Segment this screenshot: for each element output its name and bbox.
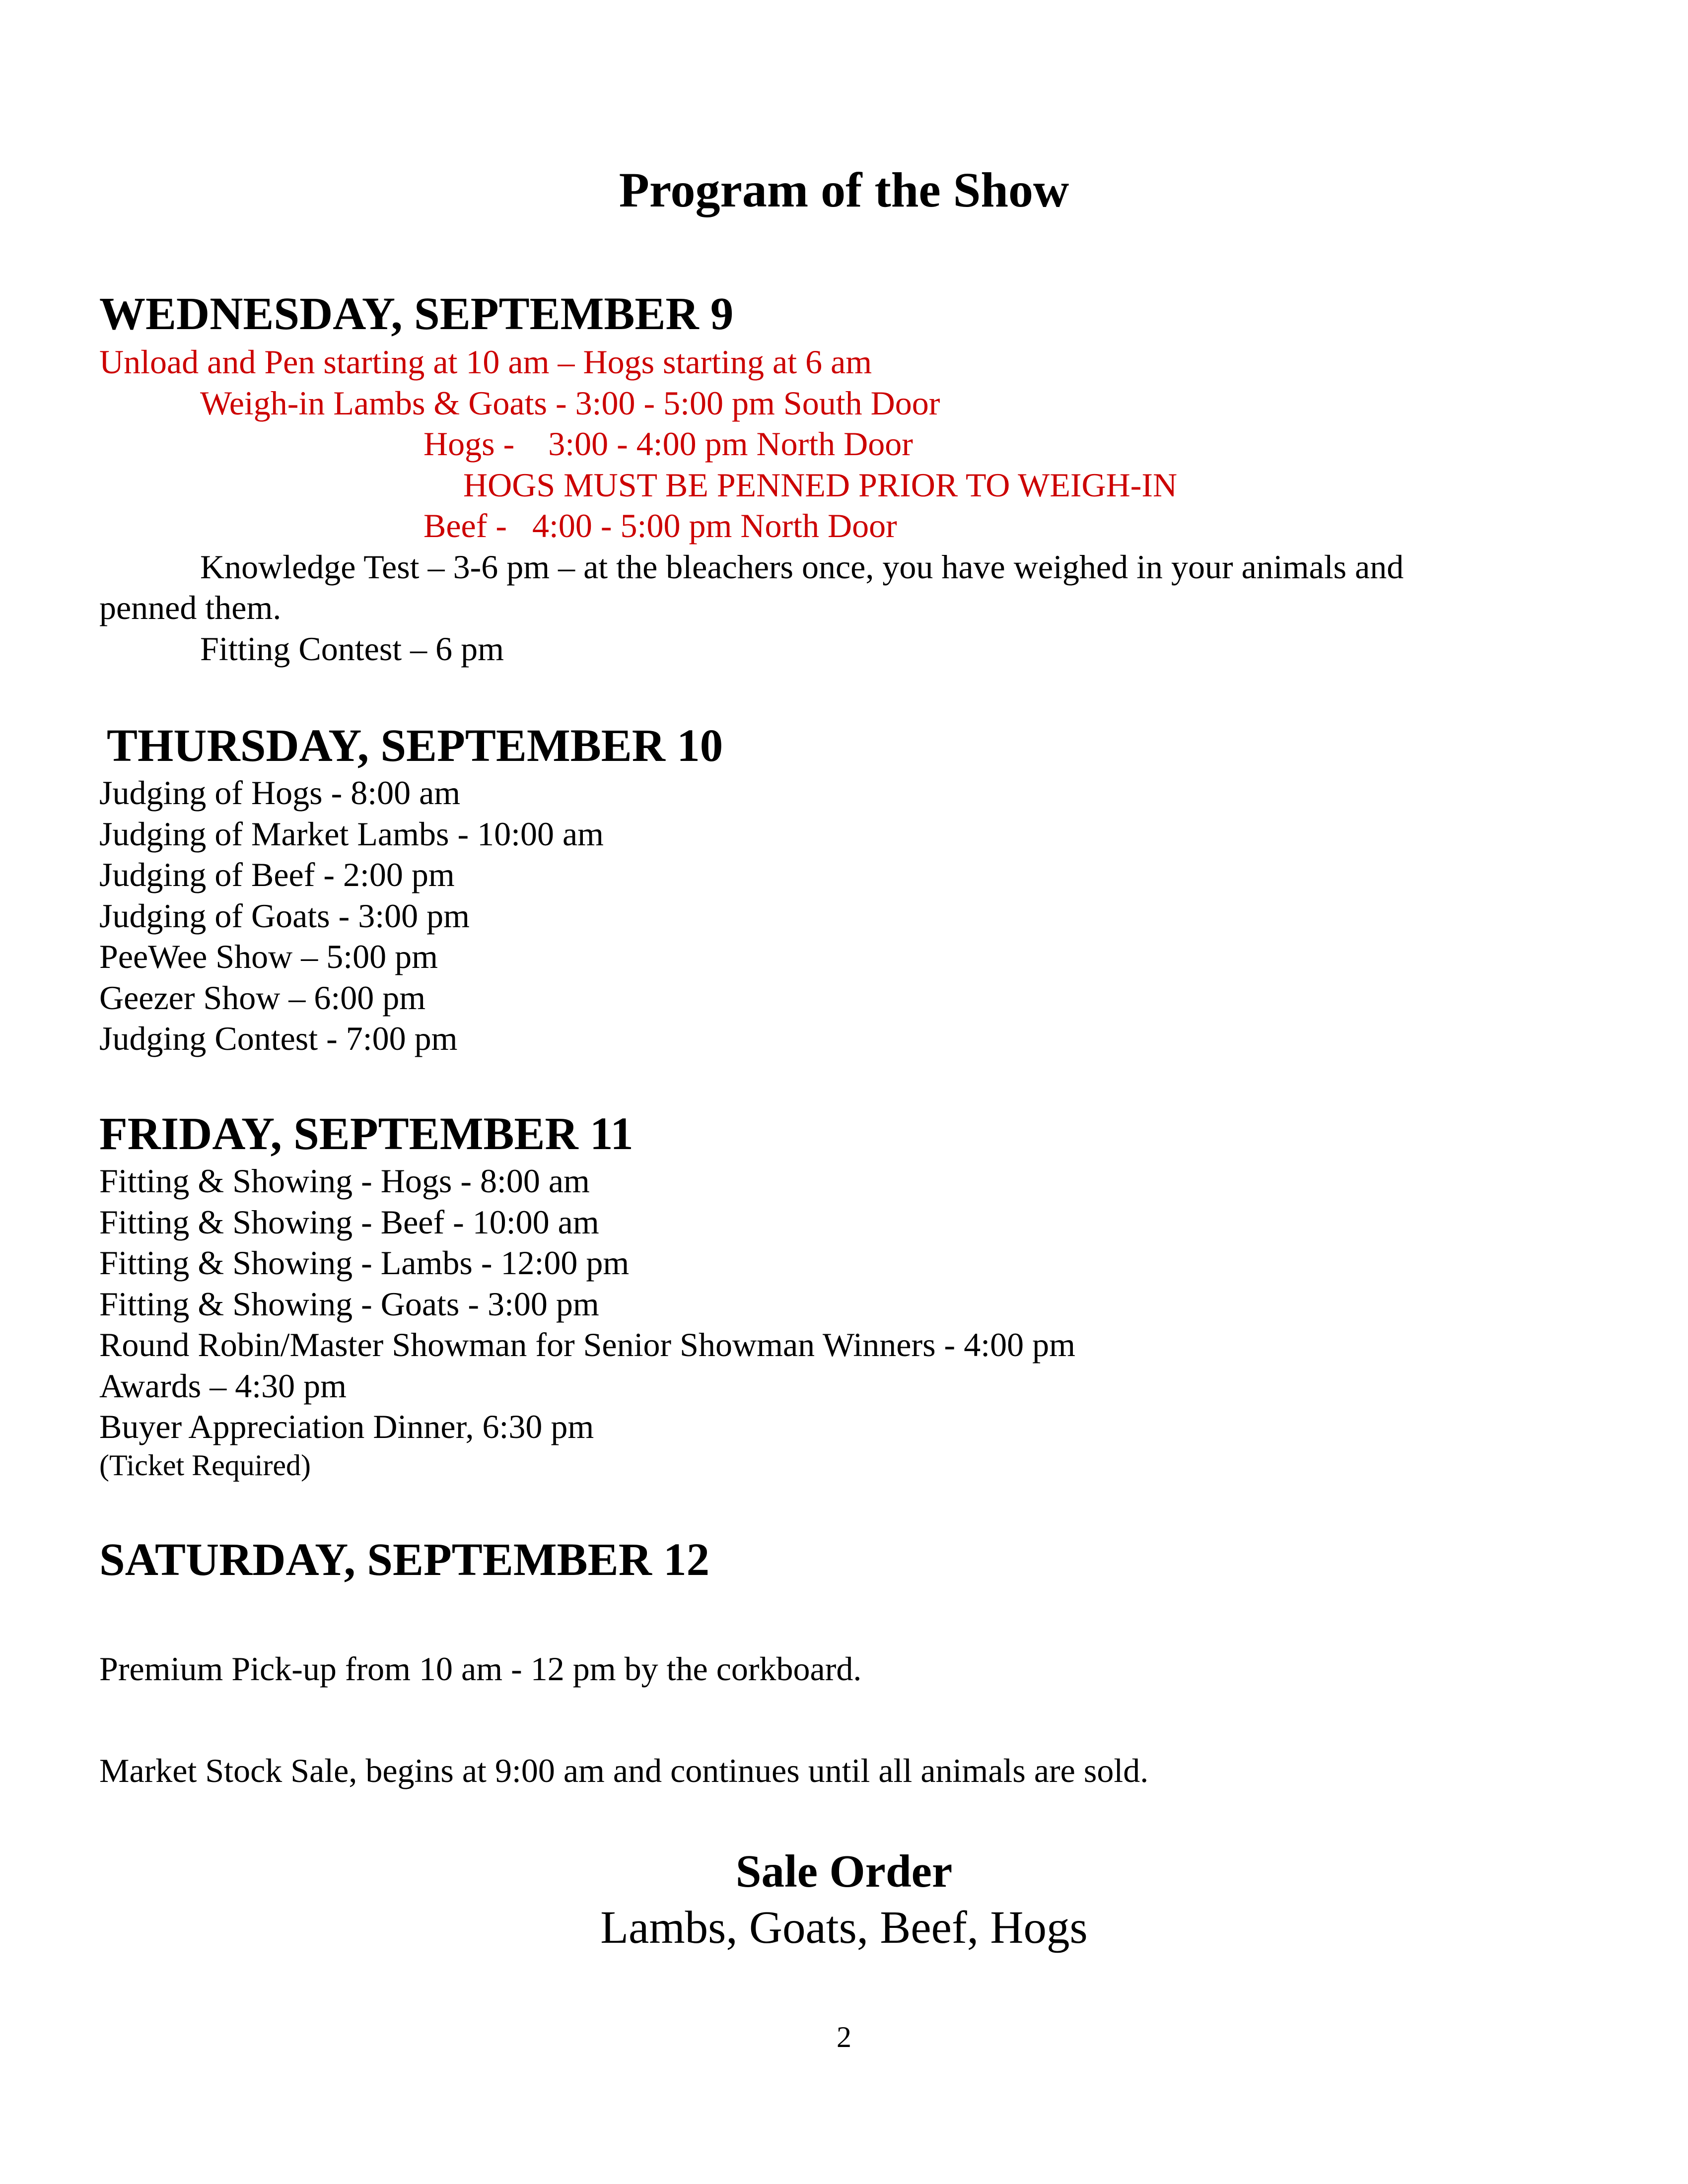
page-title: Program of the Show <box>619 162 1069 217</box>
list-item: Geezer Show – 6:00 pm <box>99 979 426 1017</box>
list-item: Fitting & Showing - Beef - 10:00 am <box>99 1203 599 1241</box>
sale-order-list: Lambs, Goats, Beef, Hogs <box>600 1902 1088 1953</box>
list-item: Judging of Hogs - 8:00 am <box>99 774 461 812</box>
list-item: Fitting & Showing - Goats - 3:00 pm <box>99 1285 599 1323</box>
wednesday-beef-line: Beef - 4:00 - 5:00 pm North Door <box>423 507 897 545</box>
wednesday-knowledge-line-1: Knowledge Test – 3-6 pm – at the bleachers once, you have weighed in your animals and <box>200 548 1404 586</box>
wednesday-hogs-note: HOGS MUST BE PENNED PRIOR TO WEIGH-IN <box>463 466 1178 504</box>
wednesday-weigh-lambs-line: Weigh-in Lambs & Goats - 3:00 - 5:00 pm South Door <box>200 384 940 422</box>
wednesday-knowledge-line-2: penned them. <box>99 589 281 626</box>
list-item: Judging of Beef - 2:00 pm <box>99 856 455 893</box>
saturday-sale-line: Market Stock Sale, begins at 9:00 am and continues until all animals are sold. <box>99 1752 1149 1789</box>
sale-order-heading: Sale Order <box>735 1846 953 1897</box>
list-item: PeeWee Show – 5:00 pm <box>99 938 438 975</box>
list-item: Awards – 4:30 pm <box>99 1367 347 1405</box>
list-item: Fitting & Showing - Lambs - 12:00 pm <box>99 1244 630 1282</box>
list-item: Judging Contest - 7:00 pm <box>99 1020 458 1057</box>
saturday-heading: SATURDAY, SEPTEMBER 12 <box>99 1534 710 1585</box>
list-item: Round Robin/Master Showman for Senior Showman Winners - 4:00 pm <box>99 1326 1075 1364</box>
saturday-premium-line: Premium Pick-up from 10 am - 12 pm by the corkboard. <box>99 1650 862 1688</box>
wednesday-heading: WEDNESDAY, SEPTEMBER 9 <box>99 288 734 340</box>
page-number: 2 <box>837 2021 851 2053</box>
list-item: Judging of Goats - 3:00 pm <box>99 897 470 935</box>
list-item: Fitting & Showing - Hogs - 8:00 am <box>99 1162 590 1200</box>
friday-heading: FRIDAY, SEPTEMBER 11 <box>99 1108 633 1160</box>
wednesday-unload-line: Unload and Pen starting at 10 am – Hogs starting at 6 am <box>99 343 872 381</box>
wednesday-fitting-line: Fitting Contest – 6 pm <box>200 630 504 668</box>
list-item: Buyer Appreciation Dinner, 6:30 pm <box>99 1408 594 1445</box>
thursday-heading: THURSDAY, SEPTEMBER 10 <box>107 720 723 771</box>
list-item: Judging of Market Lambs - 10:00 am <box>99 815 604 853</box>
ticket-note: (Ticket Required) <box>99 1449 311 1482</box>
wednesday-hogs-line: Hogs - 3:00 - 4:00 pm North Door <box>423 425 913 463</box>
